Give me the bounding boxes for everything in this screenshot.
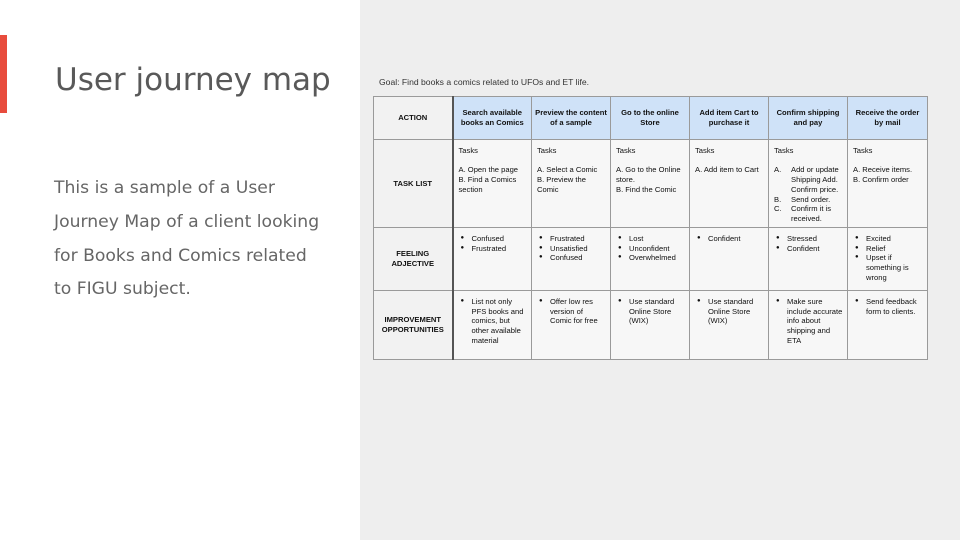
- list-item: ● Lost: [629, 234, 685, 244]
- list-item: ● Make sure include accurate info about shipping and ETA: [787, 297, 843, 346]
- list-item: ● Confident: [787, 244, 843, 254]
- row-label-improvement: IMPROVEMENT OPPORTUNITIES: [374, 291, 453, 360]
- improvement-cell: [848, 291, 928, 360]
- accent-bar: [0, 35, 7, 113]
- list-item: ● Excited: [866, 234, 923, 244]
- feeling-cell: [690, 228, 769, 291]
- tasks-text: A. Go to the Online store. B. Find the Comic: [616, 165, 681, 194]
- task-cell: [453, 140, 532, 228]
- slide-description: This is a sample of a User Journey Map of a client looking for Books and Comics related to FIGU subject.: [54, 178, 320, 300]
- task-cell: [769, 140, 848, 228]
- list-item: ● Upset if something is wrong: [866, 253, 923, 282]
- improvement-row: [374, 291, 928, 360]
- task-cell: [690, 140, 769, 228]
- stage-header: Search available books an Comics: [453, 97, 532, 140]
- stage-header: Go to the online Store: [611, 97, 690, 140]
- list-item: ● Overwhelmed: [629, 253, 685, 263]
- list-item: ● Use standard Online Store (WIX): [708, 297, 764, 326]
- improvement-cell: [769, 291, 848, 360]
- list-item: ● Stressed: [787, 234, 843, 244]
- feeling-cell: [848, 228, 928, 291]
- improvement-cell: [611, 291, 690, 360]
- tasks-label: Tasks: [537, 146, 557, 155]
- list-item: ● Use standard Online Store (WIX): [629, 297, 685, 326]
- list-item: ● Offer low res version of Comic for free: [550, 297, 606, 326]
- list-item: ● List not only PFS books and comics, but other available material: [472, 297, 528, 346]
- list-item: ● Confused: [550, 253, 606, 263]
- tasks-label: Tasks: [458, 146, 478, 155]
- tasks-list: [774, 165, 843, 223]
- list-item: B. Send order.: [774, 194, 831, 204]
- task-list-row: [374, 140, 928, 228]
- tasks-text: A. Receive items. B. Confirm order: [853, 165, 913, 185]
- slide-title: User journey map: [55, 62, 331, 98]
- task-cell: [848, 140, 928, 228]
- row-label-feeling: FEELING ADJECTIVE: [374, 228, 453, 291]
- list-item: C. Confirm it is received.: [774, 204, 832, 223]
- feeling-row: [374, 228, 928, 291]
- feeling-cell: [611, 228, 690, 291]
- task-cell: [611, 140, 690, 228]
- stage-header: Preview the content of a sample: [532, 97, 611, 140]
- feeling-cell: [769, 228, 848, 291]
- feeling-cell: [453, 228, 532, 291]
- stage-header: Add item Cart to purchase it: [690, 97, 769, 140]
- tasks-label: Tasks: [853, 146, 873, 155]
- list-item: ● Frustrated: [472, 244, 528, 254]
- tasks-text: A. Open the page B. Find a Comics section: [458, 165, 519, 194]
- improvement-cell: [690, 291, 769, 360]
- tasks-label: Tasks: [616, 146, 636, 155]
- journey-goal: Goal: Find books a comics related to UFOs and ET life.: [379, 77, 590, 87]
- list-item: ● Unsatisfied: [550, 244, 606, 254]
- row-label-task-list: TASK LIST: [374, 140, 453, 228]
- list-item: A. Add or update Shipping Add. Confirm price.: [774, 165, 839, 194]
- list-item: ● Relief: [866, 244, 923, 254]
- tasks-text: A. Add item to Cart: [695, 165, 759, 175]
- task-cell: [532, 140, 611, 228]
- list-item: ● Confident: [708, 234, 764, 244]
- tasks-label: Tasks: [774, 146, 794, 155]
- stage-header: Confirm shipping and pay: [769, 97, 848, 140]
- list-item: ● Confused: [472, 234, 528, 244]
- list-item: ● Frustrated: [550, 234, 606, 244]
- stage-header: Receive the order by mail: [848, 97, 928, 140]
- improvement-cell: [453, 291, 532, 360]
- improvement-cell: [532, 291, 611, 360]
- tasks-text: A. Select a Comic B. Preview the Comic: [537, 165, 598, 194]
- journey-map-table: [373, 96, 928, 360]
- list-item: ● Unconfident: [629, 244, 685, 254]
- row-label-action: ACTION: [374, 97, 453, 140]
- feeling-cell: [532, 228, 611, 291]
- action-row: [374, 97, 928, 140]
- tasks-label: Tasks: [695, 146, 715, 155]
- list-item: ● Send feedback form to clients.: [866, 297, 923, 316]
